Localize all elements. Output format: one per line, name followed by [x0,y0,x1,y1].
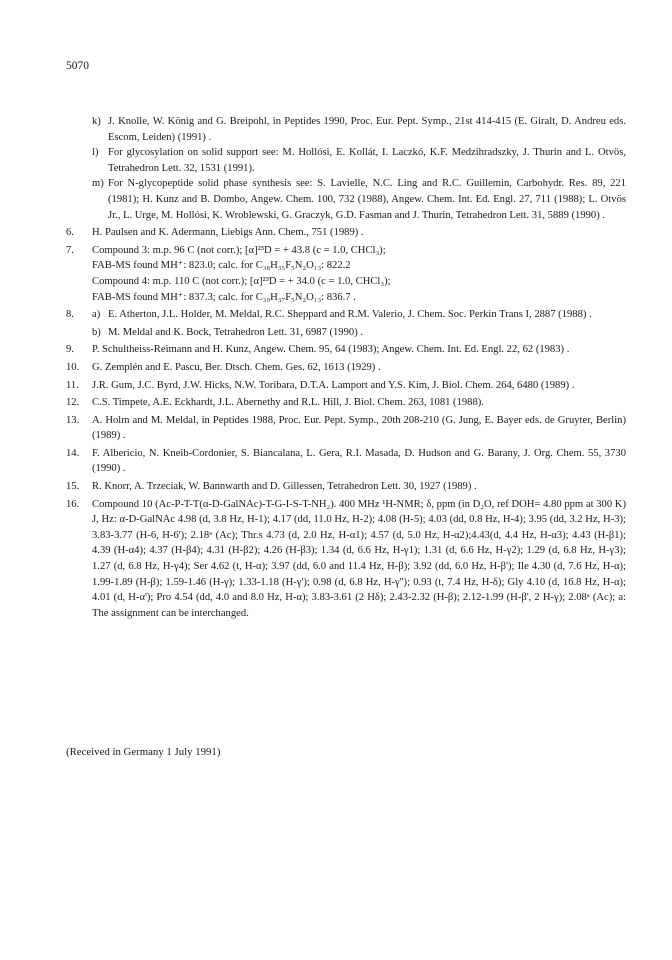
reference-text: J. Knolle, W. König and G. Breipohl, in Peptides 1990, Proc. Eur. Pept. Symp., 21st 414-415 (E. Giralt, D. Andreu eds. Escom, Leiden) (1991) . [108,116,626,143]
reference-text: J.R. Gum, J.C. Byrd, J.W. Hicks, N.W. Toribara, D.T.A. Lamport and Y.S. Kim, J. Biol. Chem. 264, 6480 (1989) . [92,379,575,391]
reference-item [66,243,626,305]
reference-text: F. Albericio, N. Kneib-Cordonier, S. Biancalana, L. Gera, R.I. Masada, D. Hudson and G. Barany, J. Org. Chem. 55, 3730 (1990) . [92,447,626,475]
reference-text: For N-glycopeptide solid phase synthesis see: S. Lavielle, N.C. Ling and R.C. Guillemin, Carbohydr. Res. 89, 221 (1981); H. Kunz and B. Dombo, Angew. Chem. 100, 732 (1988), Angew. Chem. Int. Ed. Engl. 27, 711 (1988); L. Otvös Jr., L. Urge, M. Hollósi, K. Wroblewski, G. Graczyk, G.D. Fasman and J. Thurin, Tetrahedron Lett. 31, 5889 (1990) . [108,178,626,221]
reference-text: A. Holm and M. Meldal, in Peptides 1988, Proc. Eur. Pept. Symp., 20th 208-210 (G. Jung, E. Bayer eds. de Gruyter, Berlin) (1989) . [92,414,626,442]
reference-number: 15. [66,481,80,493]
reference-number: 9. [66,344,74,356]
reference-list [66,114,626,621]
compound-data [92,243,626,305]
reference-text: G. Zemplén and E. Pascu, Ber. Dtsch. Chem. Ges. 62, 1613 (1929) . [92,361,381,373]
reference-number: 10. [66,361,80,373]
reference-item [66,497,626,622]
reference-text: P. Schultheiss-Reimann and H. Kunz, Angew. Chem. 95, 64 (1983); Angew. Chem. Int. Ed. Engl. 22, 62 (1983) . [92,344,570,356]
reference-item [66,395,626,411]
sub-label: b) [92,326,101,338]
reference-number: 12. [66,397,80,409]
reference-item [66,446,626,477]
reference-item [66,342,626,358]
compound-line: FAB-MS found MH⁺: 837.3; calc. for C₃₉H₃₇F₅N₂O₁₃: 836.7 . [92,291,356,303]
compound-line: FAB-MS found MH⁺: 823.0; calc. for C₃₈H₃₅F₅N₂O₁₃: 822.2 [92,260,351,272]
sub-label: k) [92,116,101,127]
reference-item [92,325,626,341]
reference-item [92,176,626,223]
reference-item [92,114,626,145]
sub-label: a) [92,309,101,321]
reference-text: M. Meldal and K. Bock, Tetrahedron Lett. 31, 6987 (1990) . [108,326,364,338]
reference-text: For glycosylation on solid support see: M. Hollósi, E. Kollát, I. Laczkó, K.F. Medzihradszky, J. Thurin and L. Otvös, Tetrahedron Lett. 32, 1531 (1991). [108,147,626,174]
reference-number: 7. [66,244,74,256]
reference-item [66,307,626,323]
reference-number: 11. [66,379,79,391]
reference-number: 8. [66,309,74,321]
reference-item [92,145,626,176]
reference-text: R. Knorr, A. Trzeciak, W. Bannwarth and D. Gillessen, Tetrahedron Lett. 30, 1927 (1989) . [92,481,477,493]
reference-item [66,378,626,394]
reference-text: Compound 10 (Ac-P-T-T(α-D-GalNAc)-T-G-I-S-T-NH₂). 400 MHz ¹H-NMR; δ, ppm (in D₂O, ref DOH= 4.80 ppm at 300 K) J, Hz: α-D-GalNAc 4.98 (d, 3.8 Hz, H-1); 4.17 (dd, 11.0 Hz, H-2); 4.08 (H-5); 4.03 (dd, 0.8 Hz, H-4); 3.95 (dd, 3.2 Hz, H-3); 3.83-3.77 (H-6, H-6'); 2.18ᵃ (Ac); Thr.s 4.73 (d, 2.0 Hz, H-α1); 4.57 (d, 5.0 Hz, H-α2);4.43(d, 4.4 Hz, H-α3); 4.43 (H-β1); 4.39 (H-α4); 4.37 (H-β4); 4.31 (H-β2); 4.26 (H-β3); 1.34 (d, 6.6 Hz, H-γ1); 1.31 (d, 6.6 Hz, H-γ2); 1.29 (d, 6.8 Hz, H-γ3); 1.27 (d, 6.8 Hz, H-γ4); Ser 4.62 (t, H-α); 3.97 (dd, 6.0 and 11.4 Hz, H-β); 3.92 (dd, 6.0 Hz, H-β'); Ile 4.30 (d, 7.6 Hz, H-α); 1.99-1.89 (H-β); 1.59-1.46 (H-γ); 1.33-1.18 (H-γ'); 0.98 (d, 6.8 Hz, H-γ''); 0.93 (t, 7.4 Hz, H-δ); Gly 4.10 (d, 16.8 Hz, H-α); 4.01 (d, H-α'); Pro 4.54 (dd, 4.0 and 8.0 Hz, H-α); 3.83-3.61 (2 Hδ); 2.43-2.32 (H-β); 2.12-1.99 (H-β', 2 H-γ); 2.08ᵃ (Ac); a: The assignment can be interchanged. [92,498,626,619]
reference-text: H. Paulsen and K. Adermann, Liebigs Ann. Chem., 751 (1989) . [92,227,364,239]
compound-line: Compound 3: m.p. 96 C (not corr.); [α]²³D = + 43.8 (c = 1.0, CHCl₃); [92,244,386,256]
reference-text: E. Atherton, J.L. Holder, M. Meldal, R.C. Sheppard and R.M. Valerio, J. Chem. Soc. Perkin Trans I, 2887 (1988) . [108,309,592,321]
reference-item [66,225,626,241]
compound-line: Compound 4: m.p. 110 C (not corr.); [α]²³D = + 34.0 (c = 1.0, CHCl₃); [92,275,391,287]
reference-item [66,479,626,495]
reference-item [66,413,626,444]
reference-item [66,360,626,376]
sub-label: m) [92,178,104,190]
reference-number: 14. [66,447,80,459]
reference-text: C.S. Timpete, A.E. Eckhardt, J.L. Abernethy and R.L. Hill, J. Biol. Chem. 263, 1081 (1988). [92,397,484,409]
page-number: 5070 [66,60,89,72]
sub-label: l) [92,147,99,159]
reference-number: 16. [66,498,80,510]
reference-number: 6. [66,227,74,239]
received-date: (Received in Germany 1 July 1991) [66,746,221,758]
reference-number: 13. [66,414,80,426]
